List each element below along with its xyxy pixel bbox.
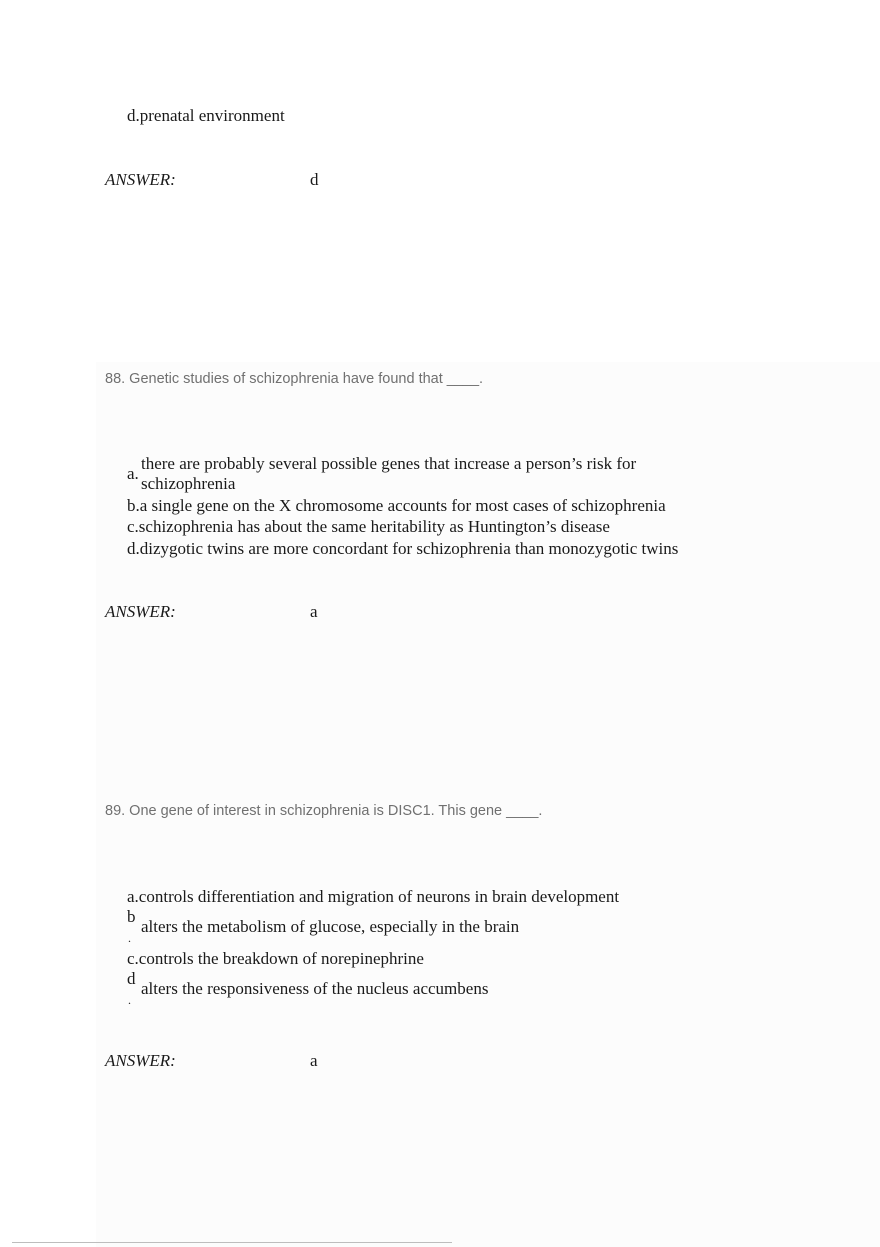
q88-answer-label: ANSWER: <box>105 602 176 621</box>
prev-answer-label: ANSWER: <box>105 170 176 189</box>
q89-choice-d-dot: . <box>128 993 131 1007</box>
choice-letter: c. <box>127 517 139 536</box>
choice-letter: b. <box>127 496 140 515</box>
q88-choice-b <box>127 496 666 516</box>
choice-text: dizygotic twins are more concordant for schizophrenia than monozygotic twins <box>139 539 679 558</box>
q89-choice-c <box>127 949 424 969</box>
q89-answer-value: a <box>310 1051 318 1070</box>
q88-choice-c <box>127 517 610 537</box>
choice-letter: d. <box>127 539 140 558</box>
q88-answer-value: a <box>310 602 318 621</box>
choice-text: a single gene on the X chromosome accounts for most cases of schizophrenia <box>139 496 666 515</box>
q89-choice-a <box>127 887 619 907</box>
choice-text: controls the breakdown of norepinephrine <box>138 949 424 968</box>
q89-choice-d-letter: d <box>127 969 136 988</box>
choice-text: controls differentiation and migration of neurons in brain development <box>138 887 620 906</box>
footer-divider <box>12 1242 452 1243</box>
q89-choice-b-text: alters the metabolism of glucose, especially in the brain <box>141 917 520 936</box>
q89-prompt: 89. One gene of interest in schizophrenia is DISC1. This gene ____. <box>105 803 543 819</box>
q89-choice-b-dot: . <box>128 931 131 945</box>
choice-letter: d. <box>127 106 140 125</box>
choice-letter: a. <box>127 887 139 906</box>
q89-choice-b-letter: b <box>127 907 136 926</box>
q88-choice-d <box>127 539 678 559</box>
q89-choice-d-text: alters the responsiveness of the nucleus accumbens <box>141 979 489 998</box>
q88-choice-a-line1: there are probably several possible genes that increase a person’s risk for <box>141 454 637 473</box>
choice-letter: c. <box>127 949 139 968</box>
q89-answer-label: ANSWER: <box>105 1051 176 1070</box>
q88-prompt: 88. Genetic studies of schizophrenia have found that ____. <box>105 371 484 387</box>
prev-answer-value: d <box>310 170 319 189</box>
q88-choice-a-letter: a. <box>127 464 139 483</box>
choice-text: prenatal environment <box>139 106 285 125</box>
prev-choice-d <box>127 106 285 126</box>
q88-choice-a-line2: schizophrenia <box>141 474 236 493</box>
choice-text: schizophrenia has about the same heritability as Huntington’s disease <box>138 517 610 536</box>
